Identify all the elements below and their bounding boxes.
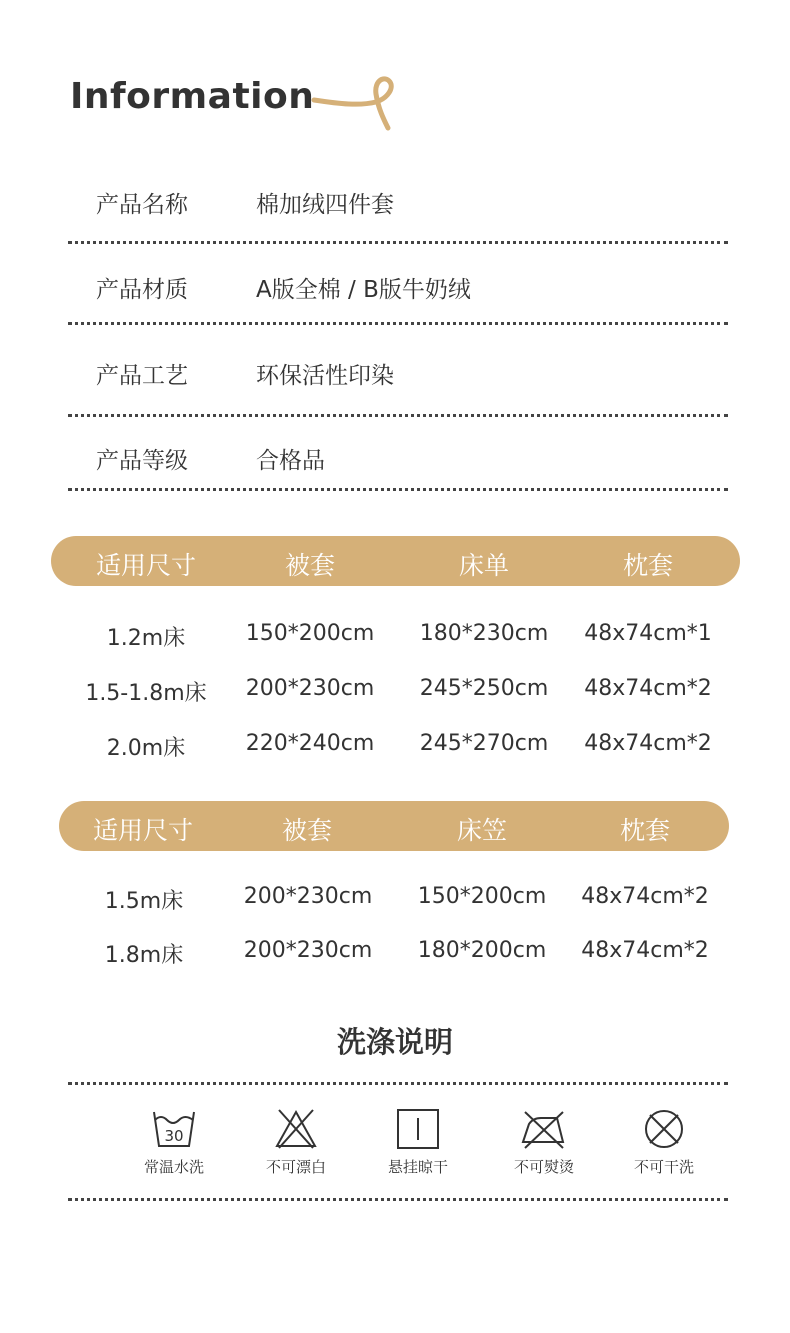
table2-cell: 150*200cm <box>417 884 547 909</box>
table1-cell: 1.2m床 <box>106 626 186 651</box>
table1-cell: 220*240cm <box>245 731 375 756</box>
info-value: 合格品 <box>256 448 325 474</box>
table2-cell: 200*230cm <box>243 884 373 909</box>
care-item-hang <box>363 1108 473 1177</box>
care-label: 不可漂白 <box>265 1158 326 1176</box>
table2-cell: 48x74cm*2 <box>581 884 709 909</box>
wash-temp-label: 30 <box>164 1127 184 1145</box>
info-value: A版全棉 / B版牛奶绒 <box>256 277 471 303</box>
info-row-grade <box>68 442 728 502</box>
info-label: 产品等级 <box>96 448 188 474</box>
table2-cell: 1.5m床 <box>104 889 184 914</box>
info-label: 产品材质 <box>96 277 188 303</box>
swirl-decoration-icon <box>310 72 400 132</box>
table1-header-pillow: 枕套 <box>622 551 674 580</box>
wash-30-icon <box>151 1108 197 1150</box>
info-row-name <box>68 186 728 246</box>
dotted-divider <box>68 488 728 491</box>
table1-cell: 1.5-1.8m床 <box>85 681 207 706</box>
info-label: 产品工艺 <box>96 363 188 389</box>
table1-cell: 245*270cm <box>419 731 549 756</box>
table2-header-pillow: 枕套 <box>619 816 671 845</box>
care-label: 不可干洗 <box>633 1158 694 1176</box>
info-label: 产品名称 <box>96 192 188 218</box>
info-value: 环保活性印染 <box>256 363 394 389</box>
care-item-wash <box>119 1108 229 1177</box>
table1-header-sheet: 床单 <box>458 551 510 580</box>
dotted-divider <box>68 1198 728 1201</box>
table1-cell: 48x74cm*2 <box>584 731 712 756</box>
care-label: 悬挂晾干 <box>387 1158 448 1176</box>
care-label: 不可熨烫 <box>513 1158 574 1176</box>
table1-cell: 48x74cm*2 <box>584 676 712 701</box>
table2-header <box>59 801 729 851</box>
dotted-divider <box>68 322 728 325</box>
dotted-divider <box>68 241 728 244</box>
table2-cell: 1.8m床 <box>104 943 184 968</box>
info-row-craft <box>68 357 728 417</box>
table2-cell: 48x74cm*2 <box>581 938 709 963</box>
table1-header-quilt: 被套 <box>284 551 336 580</box>
table2-header-fitted: 床笠 <box>456 816 508 845</box>
page-title: Information <box>70 76 315 117</box>
no-iron-icon <box>519 1108 569 1150</box>
table2-header-size: 适用尺寸 <box>92 816 194 845</box>
care-label: 常温水洗 <box>143 1158 204 1176</box>
care-item-dryclean <box>609 1108 719 1177</box>
table1-cell: 48x74cm*1 <box>584 621 712 646</box>
table1-header-size: 适用尺寸 <box>95 551 197 580</box>
dotted-divider <box>68 414 728 417</box>
table1-cell: 245*250cm <box>419 676 549 701</box>
table2-header-quilt: 被套 <box>281 816 333 845</box>
table2-cell: 180*200cm <box>417 938 547 963</box>
care-item-bleach <box>241 1108 351 1177</box>
hang-dry-icon <box>395 1108 441 1150</box>
table1-cell: 200*230cm <box>245 676 375 701</box>
table1-cell: 150*200cm <box>245 621 375 646</box>
no-bleach-icon <box>273 1108 319 1150</box>
table1-cell: 180*230cm <box>419 621 549 646</box>
no-dry-clean-icon <box>641 1108 687 1150</box>
table2-cell: 200*230cm <box>243 938 373 963</box>
table1-cell: 2.0m床 <box>106 736 186 761</box>
dotted-divider <box>68 1082 728 1085</box>
table1-header <box>51 536 740 586</box>
care-item-iron <box>489 1108 599 1177</box>
info-value: 棉加绒四件套 <box>256 192 394 218</box>
wash-title: 洗涤说明 <box>336 1025 454 1059</box>
